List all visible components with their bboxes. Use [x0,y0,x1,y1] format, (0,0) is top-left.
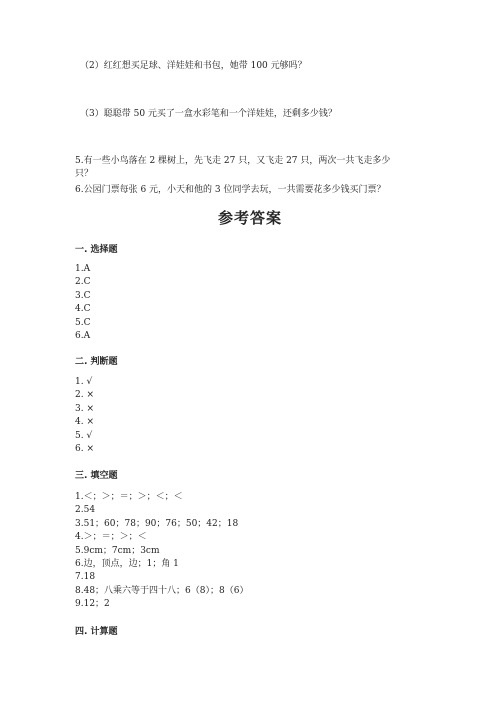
answer-item: 7.18 [75,572,96,583]
question-6: 6.公园门票每张 6 元，小天和他的 3 位同学去玩，一共需要花多少钱买门票？ [75,185,386,195]
answer-item: 6.A [75,331,91,342]
answer-item: 2.C [75,277,91,288]
answer-item: 6.边，顶点，边；1；角 1 [75,559,179,570]
question-5-line1: 5.有一些小鸟落在 2 棵树上，先飞走 27 只，又飞走 27 只，两次一共飞走多少 [75,156,391,166]
answer-item: 2.54 [75,505,96,516]
answer-item: 5.9cm；7cm；3cm [75,545,160,556]
answer-item: 5.C [75,317,91,328]
question-3: （3）聪聪带 50 元买了一盒水彩笔和一个洋娃娃，还剩多少钱？ [80,109,337,119]
answer-item: 4. × [75,417,94,428]
section-heading-fill: 三. 填空题 [75,471,118,481]
question-2: （2）红红想买足球、洋娃娃和书包，她带 100 元够吗？ [80,61,307,71]
section-judge-answers [75,376,94,456]
question-5-line2: 只？ [75,169,94,179]
answer-item: 3.51；60；78；90；76；50；42；18 [75,518,239,529]
answer-item: 6. × [75,444,94,455]
answer-item: 5. √ [75,430,93,441]
answer-item: 2. × [75,390,94,401]
answer-item: 1. √ [75,377,93,387]
answer-item: 8.48；八乘六等于四十八；6（8）；8（6） [75,585,249,596]
section-fill-answers [75,491,248,612]
section-heading-judge: 二. 判断题 [75,357,118,367]
answer-title: 参考答案 [217,209,282,227]
answer-item: 4.＞；＝；＞；＜ [75,532,147,543]
answer-item: 3.C [75,290,91,301]
answer-item: 9.12；2 [75,599,110,610]
section-heading-calc: 四. 计算题 [75,627,118,637]
answer-item: 1.A [75,264,91,274]
answer-item: 3. × [75,403,94,414]
section-choice-answers [75,263,90,343]
answer-item: 1.＜；＞；＝；＞；＜；＜ [75,492,183,502]
section-heading-choice: 一. 选择题 [75,245,118,255]
answer-item: 4.C [75,304,91,315]
